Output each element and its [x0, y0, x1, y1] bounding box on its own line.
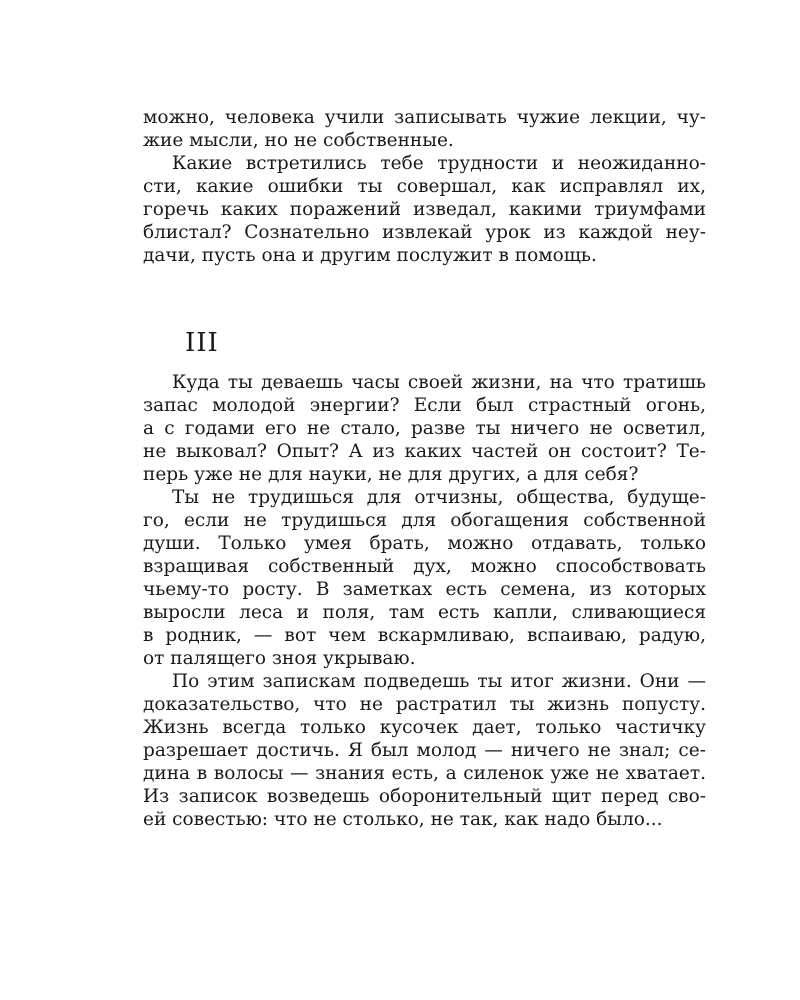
chapter-heading: III — [185, 328, 219, 358]
text-line: Куда ты деваешь часы своей жизни, на что тратишь — [172, 372, 706, 393]
text-line: ей совестью: что не столько, не так, как надо было... — [143, 809, 663, 830]
text-line: Жизнь всегда только кусочек дает, только частичку — [143, 717, 706, 738]
text-line: запас молодой энергии? Если был страстный огонь, — [143, 395, 706, 416]
text-line: сти, какие ошибки ты совершал, как исправлял их, — [143, 176, 706, 197]
text-line: доказательство, что не растратил ты жизнь попусту. — [143, 694, 706, 715]
text-line: жие мысли, но не собственные. — [143, 130, 454, 151]
text-line: перь уже не для науки, не для других, а для себя? — [143, 464, 639, 485]
text-line: По этим запискам подведешь ты итог жизни. Они — — [172, 671, 706, 692]
text-line: дачи, пусть она и другим послужит в помощь. — [143, 245, 597, 266]
text-line: дина в волосы — знания есть, а силенок уже не хватает. — [143, 763, 706, 784]
text-line: души. Только умея брать, можно отдавать, только — [143, 533, 706, 554]
text-line: горечь каких поражений изведал, какими триумфами — [143, 199, 706, 220]
text-line: выросли леса и поля, там есть капли, сливающиеся — [143, 602, 706, 623]
text-line: разрешает достичь. Я был молод — ничего не знал; се- — [143, 740, 706, 761]
text-line: Какие встретились тебе трудности и неожиданно- — [172, 153, 706, 174]
text-line: а с годами его не стало, разве ты ничего не осветил, — [143, 418, 706, 439]
text-line: чьему-то росту. В заметках есть семена, из которых — [143, 579, 706, 600]
text-line: взращивая собственный дух, можно способствовать — [143, 556, 706, 577]
text-line: Ты не трудишься для отчизны, общества, будуще- — [172, 487, 706, 508]
text-line: в родник, — вот чем вскармливаю, вспаиваю, радую, — [143, 625, 706, 646]
text-line: го, если не трудишься для обогащения собственной — [143, 510, 706, 531]
text-line: Из записок возведешь оборонительный щит перед сво- — [143, 786, 706, 807]
text-line: от палящего зноя укрываю. — [143, 648, 416, 669]
text-line: блистал? Сознательно извлекай урок из каждой неу- — [143, 222, 706, 243]
text-line: можно, человека учили записывать чужие лекции, чу- — [143, 107, 706, 128]
text-line: не выковал? Опыт? А из каких частей он состоит? Те- — [143, 441, 706, 462]
